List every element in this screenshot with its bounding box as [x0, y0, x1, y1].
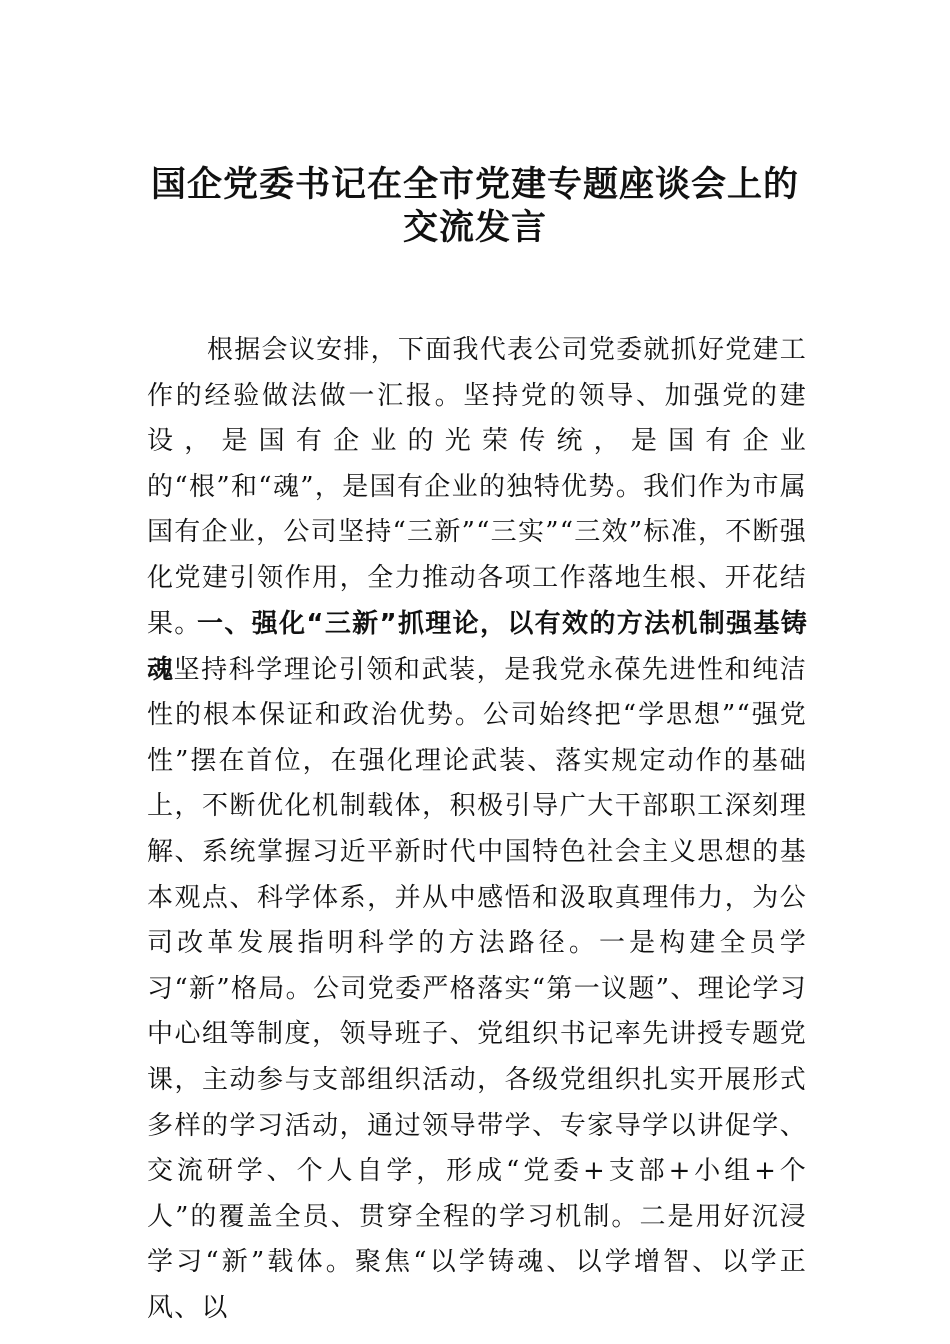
paragraph-section-1	[147, 602, 807, 1332]
section-heading-1: 一、强化“三新”抓理论，以有效的方法机制强基铸魂	[147, 609, 807, 685]
section-1-body: 坚持科学理论引领和武装，是我党永葆先进性和纯洁性的根本保证和政治优势。公司始终把“学思想”“强党性”摆在首位，在强化理论武装、落实规定动作的基础上，不断优化机制载体，积极引导广大干部职工深刻理解、系统掌握习近平新时代中国特色社会主义思想的基本观点、科学体系，并从中感悟和汲取真理伟力，为公司改革发展指明科学的方法路径。一是构建全员学习“新”格局。公司党委严格落实“第一议题”、理论学习中心组等制度，领导班子、党组织书记率先讲授专题党课，主动参与支部组织活动，各级党组织扎实开展形式多样的学习活动，通过领导带学、专家导学以讲促学、交流研学、个人自学，形成“党委+支部+小组+个人”的覆盖全员、贯穿全程的学习机制。二是用好沉浸学习“新”载体。聚焦“以学铸魂、以学增智、以学正风、以	[147, 654, 807, 1323]
document-title-line-1: 国企党委书记在全市党建专题座谈会上的	[150, 164, 799, 205]
document-title-line-2: 交流发言	[402, 207, 547, 248]
paragraph-intro: 根据会议安排，下面我代表公司党委就抓好党建工作的经验做法做一汇报。坚持党的领导、加强党的建设，是国有企业的光荣传统，是国有企业的“根”和“魂”，是国有企业的独特优势。我们作为市属国有企业，公司坚持“三新”“三实”“三效”标准，不断强化党建引领作用，全力推动各项工作落地生根、开花结果。	[147, 335, 807, 639]
